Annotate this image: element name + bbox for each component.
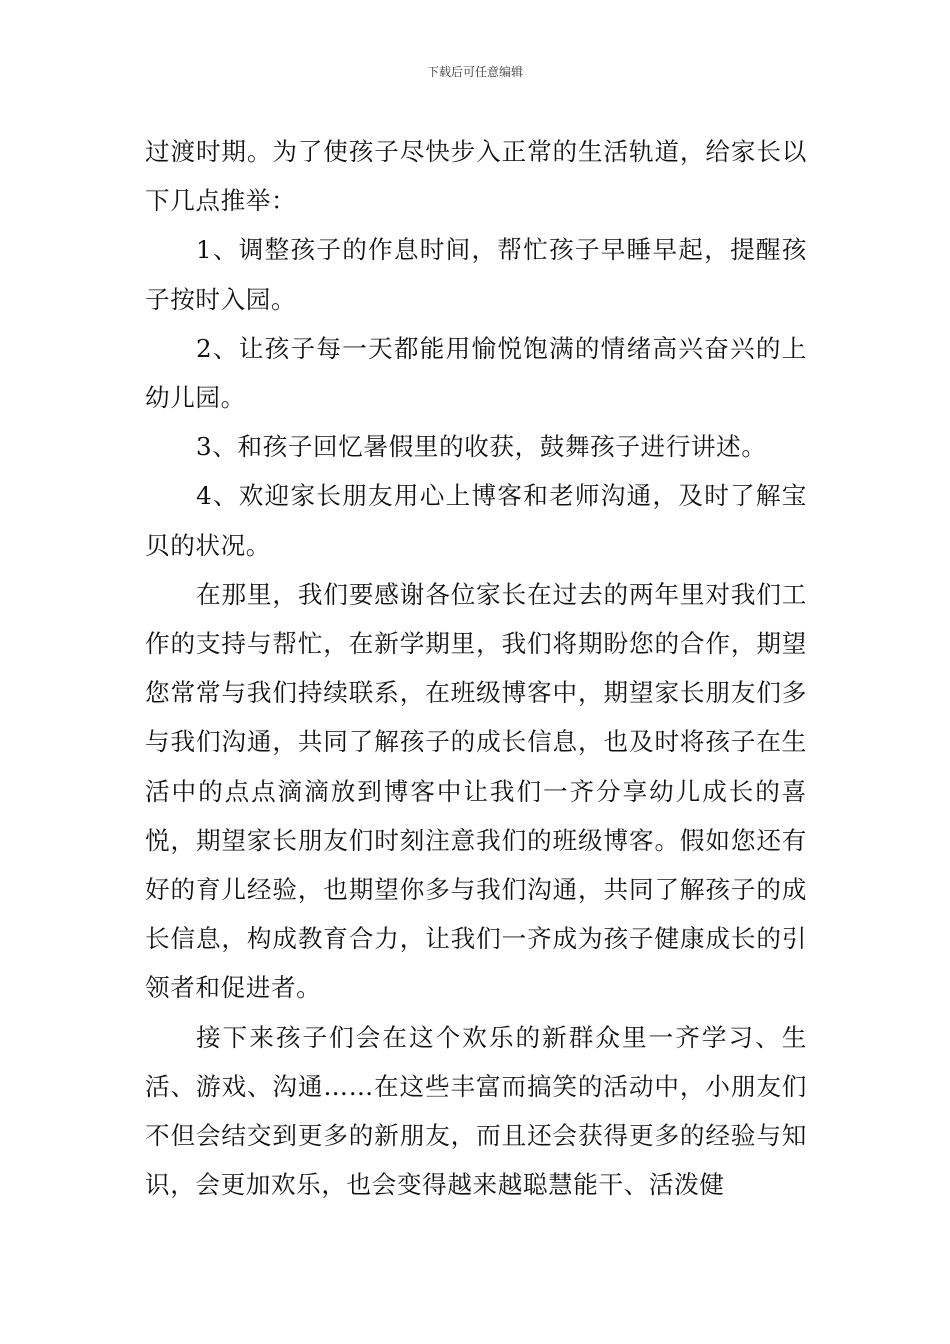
paragraph-tip-2: 2、让孩子每一天都能用愉悦饱满的情绪高兴奋兴的上幼儿园。 (145, 333, 807, 413)
paragraph-tip-1: 1、调整孩子的作息时间，帮忙孩子早睡早起，提醒孩子按时入园。 (145, 235, 807, 314)
paragraph-continuation: 过渡时期。为了使孩子尽快步入正常的生活轨道，给家长以下几点推举： (145, 137, 807, 216)
paragraph-tip-4: 4、欢迎家长朋友用心上博客和老师沟通，及时了解宝贝的状况。 (145, 481, 807, 560)
paragraph-thanks: 在那里，我们要感谢各位家长在过去的两年里对我们工作的支持与帮忙，在新学期里，我们将期盼您的合作，期望您常常与我们持续联系，在班级博客中，期望家长朋友们多与我们沟通，共同了解孩子的成长信息，也及时将孩子在生活中的点点滴滴放到博客中让我们一齐分享幼儿成长的喜悦，期望家长朋友们时刻注意我们的班级博客。假如您还有好的育儿经验，也期望你多与我们沟通，共同了解孩子的成长信息，构成教育合力，让我们一齐成为孩子健康成长的引领者和促进者。 (145, 579, 807, 1003)
paragraph-outlook: 接下来孩子们会在这个欢乐的新群众里一齐学习、生活、游戏、沟通……在这些丰富而搞笑的活动中，小朋友们不但会结交到更多的新朋友，而且还会获得更多的经验与知识，会更加欢乐，也会变得越来越聪慧能干、活泼健 (145, 1022, 807, 1200)
document-body (145, 127, 807, 1209)
paragraph-tip-3: 3、和孩子回忆暑假里的收获，鼓舞孩子进行讲述。 (196, 432, 767, 462)
page-header-note: 下载后可任意编辑 (426, 65, 523, 79)
